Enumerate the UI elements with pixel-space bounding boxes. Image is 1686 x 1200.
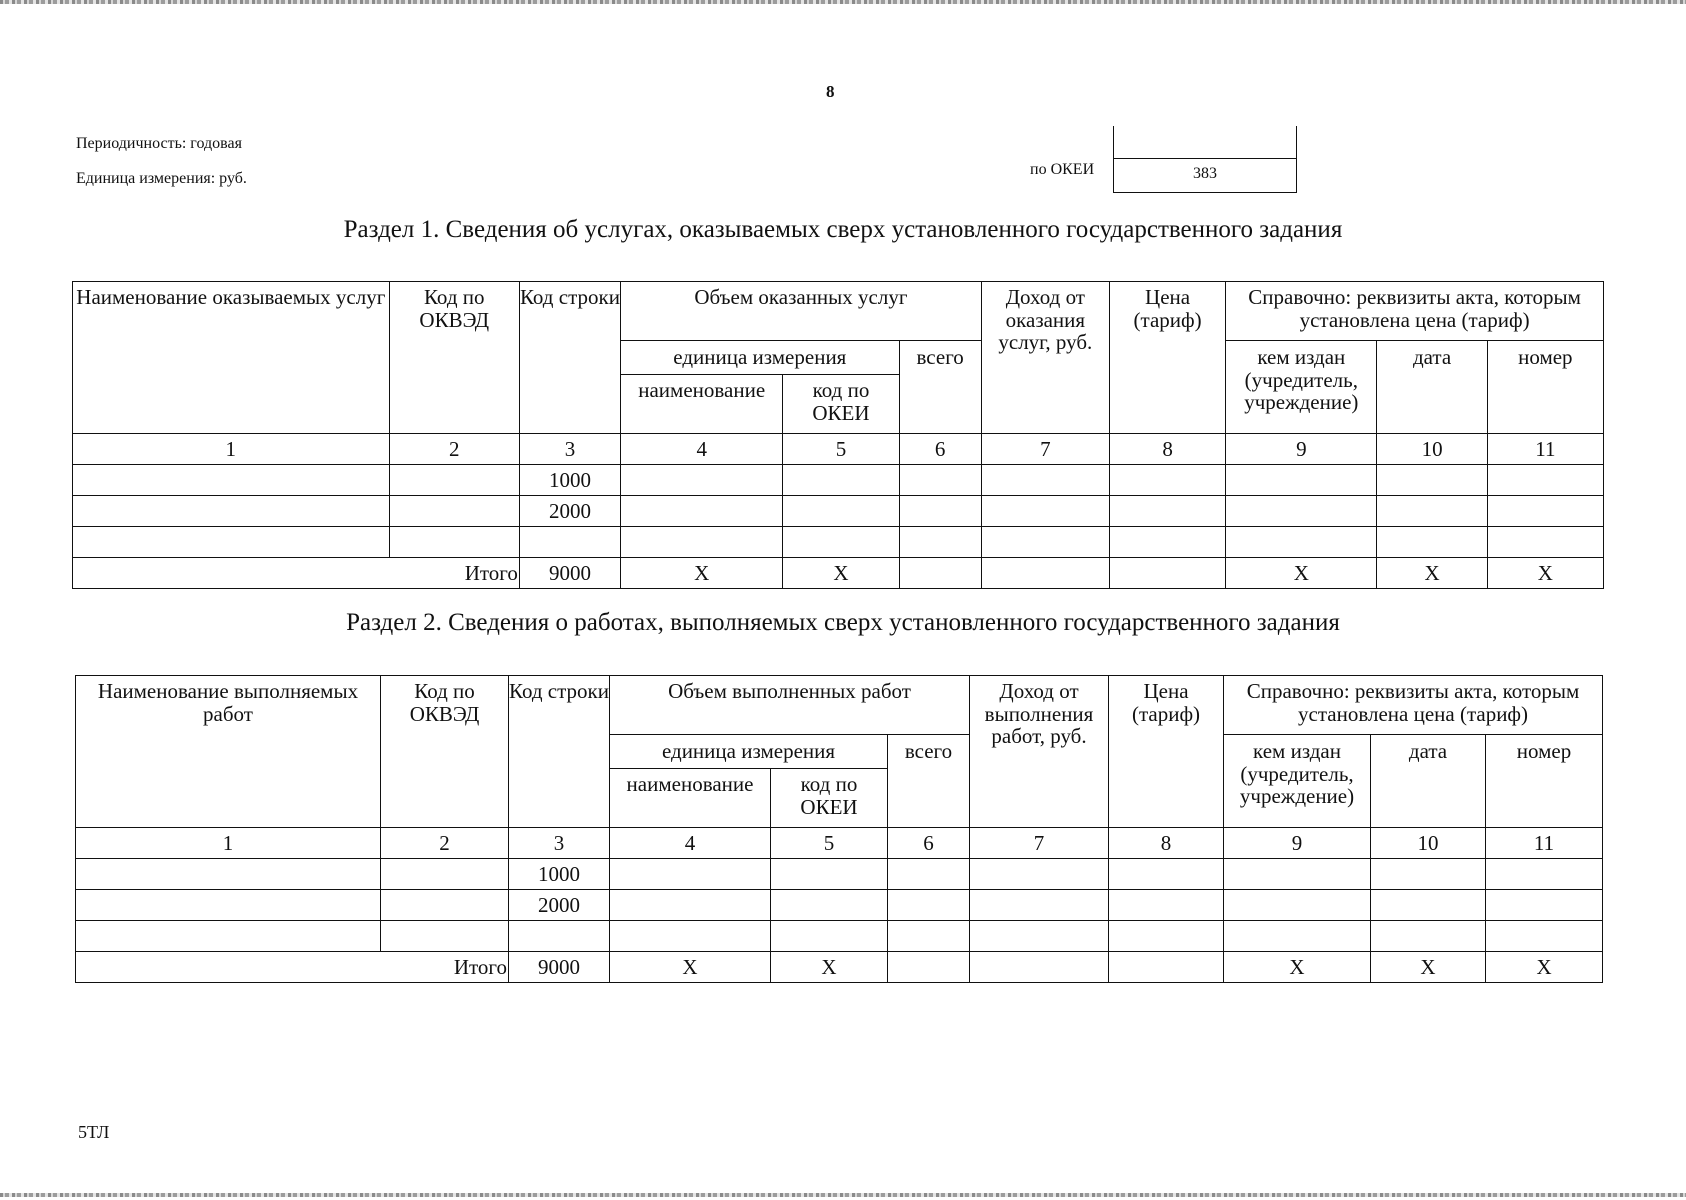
column-number: 5 [783,434,899,465]
unit-name-cell[interactable] [610,921,771,952]
number-cell[interactable] [1487,465,1603,496]
total-line-code: 9000 [509,952,610,983]
okei-label: по ОКЕИ [1030,161,1095,178]
total-price-cell[interactable] [1109,952,1224,983]
periodicity-label: Периодичность: годовая [76,135,242,152]
unit-code-cell[interactable] [771,859,888,890]
income-cell[interactable] [970,921,1109,952]
cross-mark: X [1371,952,1486,983]
column-number: 1 [76,828,381,859]
header-total: всего [888,735,970,828]
header-number: номер [1487,341,1603,434]
header-line-code: Код строки [509,676,610,828]
header-row [76,676,1603,735]
issuer-cell[interactable] [1224,859,1371,890]
total-cell[interactable] [899,527,981,558]
cross-mark: X [621,558,783,589]
section-1-table [72,281,1604,589]
income-cell[interactable] [981,465,1109,496]
header-reference: Справочно: реквизиты акта, которым установлена цена (тариф) [1224,676,1603,735]
service-name-cell[interactable] [73,527,390,558]
column-number: 10 [1371,828,1486,859]
column-number: 6 [899,434,981,465]
column-number: 3 [519,434,620,465]
column-number: 11 [1486,828,1603,859]
total-row [73,558,1604,589]
cross-mark: X [1487,558,1603,589]
header-line-code: Код строки [519,282,620,434]
section-1-title: Раздел 1. Сведения об услугах, оказываемых сверх установленного государственного задания [343,216,1343,243]
header-price: Цена (тариф) [1109,676,1224,828]
total-sum-cell[interactable] [888,952,970,983]
scan-edge-top [0,0,1686,4]
header-unit-name: наименование [621,375,783,434]
column-number: 7 [981,434,1109,465]
column-number: 8 [1109,434,1225,465]
header-income: Доход от оказания услуг, руб. [981,282,1109,434]
scan-edge-bottom [0,1193,1686,1197]
table-row [76,890,1603,921]
table-row [73,527,1604,558]
section-2-title: Раздел 2. Сведения о работах, выполняемых сверх установленного государственного задания [346,609,1340,636]
date-cell[interactable] [1377,465,1487,496]
table-row [73,496,1604,527]
issuer-cell[interactable] [1224,890,1371,921]
number-cell[interactable] [1486,921,1603,952]
unit-name-cell[interactable] [621,465,783,496]
header-volume: Объем выполненных работ [610,676,970,735]
total-cell[interactable] [888,921,970,952]
date-cell[interactable] [1371,921,1486,952]
number-cell[interactable] [1487,496,1603,527]
okved-cell[interactable] [381,921,509,952]
column-number: 9 [1224,828,1371,859]
header-okved-code: Код по ОКВЭД [381,676,509,828]
unit-name-cell[interactable] [621,496,783,527]
okved-cell[interactable] [381,859,509,890]
cross-mark: X [771,952,888,983]
date-cell[interactable] [1371,859,1486,890]
column-number: 4 [610,828,771,859]
issuer-cell[interactable] [1224,921,1371,952]
unit-name-cell[interactable] [621,527,783,558]
header-issuer: кем издан (учредитель, учреждение) [1224,735,1371,828]
section-2-table [75,675,1603,983]
total-label: Итого [76,952,509,983]
column-number-row [73,434,1604,465]
okei-box-divider [1114,158,1296,159]
total-sum-cell[interactable] [899,558,981,589]
header-reference: Справочно: реквизиты акта, которым установлена цена (тариф) [1226,282,1604,341]
total-income-cell[interactable] [970,952,1109,983]
unit-code-cell[interactable] [771,921,888,952]
header-unit: единица измерения [610,735,888,769]
cross-mark: X [1377,558,1487,589]
total-price-cell[interactable] [1109,558,1225,589]
price-cell[interactable] [1109,890,1224,921]
unit-name-cell[interactable] [610,890,771,921]
unit-code-cell[interactable] [783,465,899,496]
column-number: 6 [888,828,970,859]
total-label: Итого [73,558,520,589]
column-number: 11 [1487,434,1603,465]
column-number: 7 [970,828,1109,859]
header-total: всего [899,341,981,434]
header-volume: Объем оказанных услуг [621,282,982,341]
header-number: номер [1486,735,1603,828]
cross-mark: X [783,558,899,589]
header-unit-code: код по ОКЕИ [771,769,888,828]
service-name-cell[interactable] [73,496,390,527]
okei-code-box [1113,126,1297,193]
issuer-cell[interactable] [1226,496,1377,527]
column-number: 5 [771,828,888,859]
unit-name-cell[interactable] [610,859,771,890]
table-row [76,859,1603,890]
header-unit: единица измерения [621,341,900,375]
okved-cell[interactable] [389,465,519,496]
unit-code-cell[interactable] [783,496,899,527]
line-code-cell: 2000 [509,890,610,921]
header-date: дата [1377,341,1487,434]
total-cell[interactable] [899,496,981,527]
price-cell[interactable] [1109,527,1225,558]
work-name-cell[interactable] [76,859,381,890]
line-code-cell [519,527,620,558]
header-service-name: Наименование оказываемых услуг [73,282,390,434]
column-number: 3 [509,828,610,859]
price-cell[interactable] [1109,859,1224,890]
column-number: 8 [1109,828,1224,859]
issuer-cell[interactable] [1226,527,1377,558]
line-code-cell: 1000 [519,465,620,496]
total-row [76,952,1603,983]
number-cell[interactable] [1487,527,1603,558]
unit-code-cell[interactable] [771,890,888,921]
income-cell[interactable] [970,859,1109,890]
line-code-cell: 1000 [509,859,610,890]
header-price: Цена (тариф) [1109,282,1225,434]
cross-mark: X [1226,558,1377,589]
service-name-cell[interactable] [73,465,390,496]
work-name-cell[interactable] [76,921,381,952]
total-cell[interactable] [888,859,970,890]
cross-mark: X [1486,952,1603,983]
okei-code: 383 [1193,165,1217,182]
column-number: 2 [389,434,519,465]
income-cell[interactable] [970,890,1109,921]
form-code: 5ТЛ [78,1122,110,1142]
table-row [76,921,1603,952]
column-number: 1 [73,434,390,465]
column-number: 2 [381,828,509,859]
number-cell[interactable] [1486,859,1603,890]
header-issuer: кем издан (учредитель, учреждение) [1226,341,1377,434]
header-income: Доход от выполнения работ, руб. [970,676,1109,828]
total-line-code: 9000 [519,558,620,589]
line-code-cell [509,921,610,952]
header-work-name: Наименование выполняемых работ [76,676,381,828]
table-row [73,465,1604,496]
header-date: дата [1371,735,1486,828]
date-cell[interactable] [1377,496,1487,527]
column-number: 4 [621,434,783,465]
okved-cell[interactable] [389,527,519,558]
line-code-cell: 2000 [519,496,620,527]
okved-cell[interactable] [389,496,519,527]
header-okved-code: Код по ОКВЭД [389,282,519,434]
header-unit-code: код по ОКЕИ [783,375,899,434]
header-unit-name: наименование [610,769,771,828]
unit-label: Единица измерения: руб. [76,170,247,187]
column-number: 10 [1377,434,1487,465]
work-name-cell[interactable] [76,890,381,921]
cross-mark: X [610,952,771,983]
total-income-cell[interactable] [981,558,1109,589]
header-row [73,282,1604,341]
column-number-row [76,828,1603,859]
number-cell[interactable] [1486,890,1603,921]
unit-code-cell[interactable] [783,527,899,558]
page-number: 8 [826,82,835,101]
price-cell[interactable] [1109,465,1225,496]
total-cell[interactable] [888,890,970,921]
issuer-cell[interactable] [1226,465,1377,496]
income-cell[interactable] [981,496,1109,527]
date-cell[interactable] [1377,527,1487,558]
total-cell[interactable] [899,465,981,496]
cross-mark: X [1224,952,1371,983]
okved-cell[interactable] [381,890,509,921]
price-cell[interactable] [1109,921,1224,952]
date-cell[interactable] [1371,890,1486,921]
column-number: 9 [1226,434,1377,465]
price-cell[interactable] [1109,496,1225,527]
income-cell[interactable] [981,527,1109,558]
